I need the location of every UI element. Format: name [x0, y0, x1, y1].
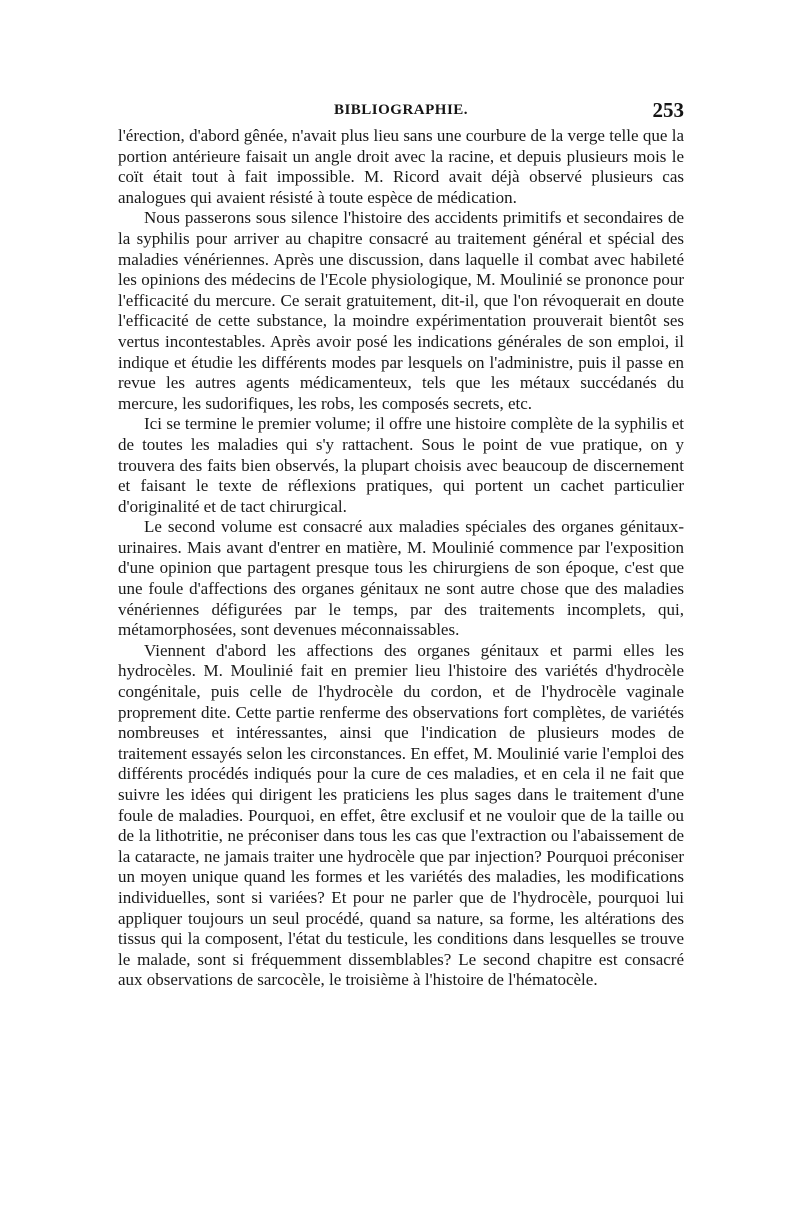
running-title: BIBLIOGRAPHIE.: [333, 102, 469, 118]
paragraph-treatment: Nous passerons sous silence l'histoire des accidents primitifs et secondaires de la syphilis pour arriver au chapitre consacré au traitement général et spécial des maladies vénériennes. Après une discussion, dans laquelle il combat avec habileté les opinions des médecins de l'Ecole physiologique, M. Moulinié se prononce pour l'efficacité du mercure. Ce serait gratuitement, dit-il, que l'on révoquerait en doute l'efficacité de cette substance, la moindre expérimentation prouverait bientôt ses vertus incontestables. Après avoir posé les indications générales de son emploi, il indique et étudie les différents modes par lesquels on l'administre, puis il passe en revue les autres agents médicamenteux, tels que les métaux succédanés du mercure, les sudorifiques, les robs, les composés secrets, etc.: [118, 208, 684, 413]
body-text: [118, 126, 684, 991]
paragraph-first-volume: Ici se termine le premier volume; il offre une histoire complète de la syphilis et de toutes les maladies qui s'y rattachent. Sous le point de vue pratique, on y trouvera des faits bien observés, la plupart choisis avec beaucoup de discernement et faisant le texte de réflexions pratiques, qui portent un cachet particulier d'originalité et de tact chirurgical.: [118, 414, 684, 516]
paragraph-continuation: l'érection, d'abord gênée, n'avait plus lieu sans une courbure de la verge telle que la portion antérieure faisait un angle droit avec la racine, et depuis plusieurs mois le coït était tout à fait impossible. M. Ricord avait déjà observé plusieurs cas analogues qui avaient résisté à toute espèce de médication.: [118, 126, 684, 207]
page-number: 253: [652, 98, 684, 122]
paragraph-second-volume: Le second volume est consacré aux maladies spéciales des organes génitaux-urinaires. Mais avant d'entrer en matière, M. Moulinié commence par l'exposition d'une opinion que partagent presque tous les chirurgiens de son époque, c'est que une foule d'affections des organes génitaux ne sont autre chose que des maladies vénériennes défigurées par le temps, par des traitements incomplets, qui, métamorphosées, sont devenues méconnaissables.: [118, 517, 684, 640]
page-header: [118, 100, 684, 124]
paragraph-hydroceles: Viennent d'abord les affections des organes génitaux et parmi elles les hydrocèles. M. Moulinié fait en premier lieu l'histoire des variétés d'hydrocèle congénitale, puis celle de l'hydrocèle du cordon, et de l'hydrocèle vaginale proprement dite. Cette partie renferme des observations fort complètes, de variétés nombreuses et intéressantes, ainsi que l'indication de plusieurs modes de traitement essayés selon les circonstances. En effet, M. Moulinié varie l'emploi des différents procédés indiqués pour la cure de ces maladies, et en cela il ne fait que suivre les idées qui dirigent les praticiens les plus sages dans le traitement d'une foule de maladies. Pourquoi, en effet, être exclusif et ne vouloir que de la taille ou de la lithotritie, ne préconiser dans tous les cas que l'extraction ou l'abaissement de la cataracte, ne jamais traiter une hydrocèle que par injection? Pourquoi préconiser un moyen unique quand les formes et les variétés des maladies, les modifications individuelles, sont si variées? Et pour ne parler que de l'hydrocèle, pourquoi lui appliquer toujours un seul procédé, quand sa nature, sa forme, les altérations des tissus qui la composent, l'état du testicule, les conditions dans lesquelles se trouve le malade, sont si fréquemment dissemblables? Le second chapitre est consacré aux observations de sarcocèle, le troisième à l'histoire de l'hématocèle.: [118, 640, 684, 990]
